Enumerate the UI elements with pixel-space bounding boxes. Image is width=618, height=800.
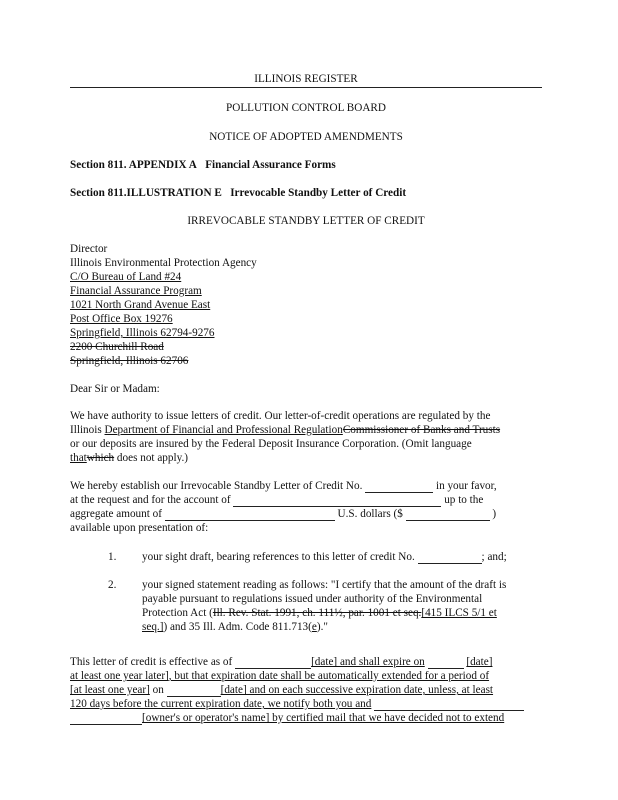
address-line-deleted: 2200 Churchill Road bbox=[70, 341, 164, 353]
board-name: POLLUTION CONTROL BOARD bbox=[226, 102, 386, 114]
address-line-inserted: 1021 North Grand Avenue East bbox=[70, 299, 211, 311]
para1-text: Illinois bbox=[70, 424, 105, 436]
item-line bbox=[142, 621, 328, 634]
item-text: )." bbox=[316, 621, 328, 633]
inserted-text: [date] bbox=[466, 656, 493, 668]
deleted-text: Commissioner of Banks and Trusts bbox=[342, 424, 501, 436]
inserted-text: 120 days bbox=[70, 698, 111, 710]
inserted-text: e bbox=[311, 621, 317, 633]
item-text: ) and 35 Ill. Adm. Code 811.713( bbox=[163, 621, 312, 633]
para3-text: on bbox=[149, 684, 164, 696]
para1-line: or our deposits are insured by the Federal Deposit Insurance Corporation. (Omit language bbox=[70, 438, 472, 450]
inserted-text: [date] and shall expire on bbox=[311, 656, 425, 668]
item-number: 2. bbox=[108, 579, 117, 591]
amount-words-blank[interactable] bbox=[165, 509, 335, 521]
address-line-inserted: Post Office Box 19276 bbox=[70, 313, 173, 325]
para1-text: does not apply.) bbox=[114, 452, 188, 464]
address-line-inserted: Financial Assurance Program bbox=[70, 285, 202, 297]
address-line-inserted: Springfield, Illinois 62794-9276 bbox=[70, 327, 215, 339]
para3-line bbox=[70, 656, 492, 669]
item-line: your signed statement reading as follows: "I certify that the amount of the draft is bbox=[142, 579, 507, 591]
address-line: Illinois Environmental Protection Agency bbox=[70, 257, 257, 269]
inserted-text: [owner's or operator's name] by certified mail that we have decided not to extend bbox=[142, 712, 505, 724]
para2-text: We hereby establish our Irrevocable Standby Letter of Credit No. bbox=[70, 480, 363, 492]
inserted-text: [at least one year] bbox=[70, 684, 150, 696]
item-text: ; and; bbox=[481, 551, 507, 563]
para1-line: We have authority to issue letters of credit. Our letter-of-credit operations are regulated by the bbox=[70, 410, 491, 422]
notice-title: NOTICE OF ADOPTED AMENDMENTS bbox=[209, 131, 403, 143]
para1-line bbox=[70, 424, 500, 437]
item-text: Protection Act ( bbox=[142, 607, 213, 619]
para2-text: ) bbox=[492, 508, 497, 520]
illustration-heading bbox=[70, 187, 406, 200]
para2-text: U.S. dollars ($ bbox=[337, 508, 403, 520]
item-line bbox=[142, 607, 497, 620]
para1-line bbox=[70, 452, 188, 465]
para2-line bbox=[70, 480, 497, 493]
address-line-deleted: Springfield, Illinois 62706 bbox=[70, 355, 189, 367]
para2-text: in your favor, bbox=[435, 480, 497, 492]
para3-text: This letter of credit is effective as of bbox=[70, 656, 233, 668]
illustration-label: Section 811.ILLUSTRATION E bbox=[70, 187, 222, 199]
address-line-inserted: C/O Bureau of Land #24 bbox=[70, 271, 182, 283]
credit-number-reference-blank[interactable] bbox=[418, 552, 482, 564]
inserted-text: [415 ILCS 5/1 et bbox=[421, 607, 497, 619]
credit-number-blank[interactable] bbox=[365, 481, 433, 493]
item-line bbox=[142, 551, 507, 564]
para3-line bbox=[70, 684, 493, 697]
document-title: IRREVOCABLE STANDBY LETTER OF CREDIT bbox=[187, 215, 425, 227]
para2-line bbox=[70, 508, 496, 521]
owner-name-blank-cont[interactable] bbox=[70, 713, 142, 725]
appendix-label: Section 811. APPENDIX A bbox=[70, 159, 197, 171]
para3-line bbox=[70, 670, 489, 683]
inserted-text: that bbox=[70, 452, 87, 464]
deleted-text: Ill. Rev. Stat. 1991, ch. 111½, par. 1001 et seq. bbox=[212, 607, 422, 619]
para3-line bbox=[70, 698, 524, 711]
appendix-heading bbox=[70, 159, 336, 172]
item-number: 1. bbox=[108, 551, 117, 563]
para2-text: at the request and for the account of bbox=[70, 494, 231, 506]
para2-line bbox=[70, 494, 483, 507]
owner-name-blank[interactable] bbox=[374, 699, 524, 711]
illustration-title: Irrevocable Standby Letter of Credit bbox=[230, 187, 407, 199]
para2-line: available upon presentation of: bbox=[70, 522, 209, 534]
extension-date-blank[interactable] bbox=[167, 685, 221, 697]
account-name-blank[interactable] bbox=[233, 495, 441, 507]
inserted-text: [date] and on each successive expiration date, unless, at least bbox=[220, 684, 494, 696]
expiry-date-blank[interactable] bbox=[428, 657, 464, 669]
item-text: your sight draft, bearing references to this letter of credit No. bbox=[142, 551, 415, 563]
appendix-title: Financial Assurance Forms bbox=[205, 159, 336, 171]
effective-date-blank[interactable] bbox=[235, 657, 311, 669]
inserted-text: before the current expiration date, we notify both you and bbox=[110, 698, 372, 710]
amount-number-blank[interactable] bbox=[406, 509, 490, 521]
inserted-text: , but that expiration date shall be automatically extended for a period of bbox=[168, 670, 490, 682]
para2-text: aggregate amount of bbox=[70, 508, 162, 520]
inserted-text: seq.] bbox=[142, 621, 164, 633]
item-line: payable pursuant to regulations issued under authority of the Environmental bbox=[142, 593, 483, 605]
inserted-text: at least one year later] bbox=[70, 670, 169, 682]
para2-text: up to the bbox=[444, 494, 484, 506]
para3-line bbox=[70, 712, 504, 725]
register-header: ILLINOIS REGISTER bbox=[70, 73, 542, 88]
salutation: Dear Sir or Madam: bbox=[70, 383, 160, 395]
address-line: Director bbox=[70, 243, 108, 255]
deleted-text: which bbox=[86, 452, 115, 464]
inserted-text: Department of Financial and Professional Regulation bbox=[104, 424, 343, 436]
